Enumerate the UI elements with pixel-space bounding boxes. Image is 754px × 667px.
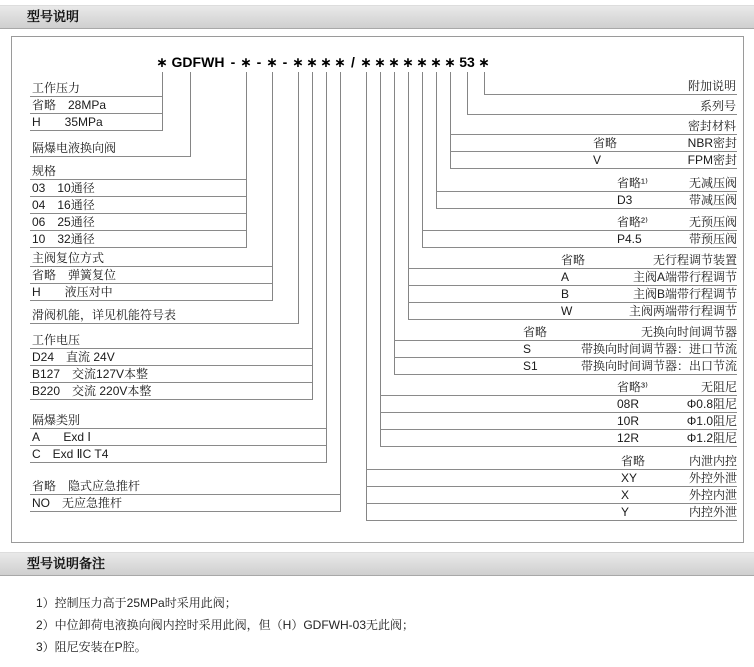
option-row [366,504,737,521]
right-group-seal-material [450,118,737,169]
option-row: 03 10通径 [30,180,246,197]
code-segment: ∗ [320,54,332,70]
option-code: 省略 [621,454,646,468]
code-segment-model-name: GDFWH [171,54,225,70]
connector-line [190,72,191,157]
group-title: 密封材料 [450,118,737,135]
right-group-damping [380,379,737,447]
option-desc: 主阀B端带行程调节 [632,287,737,301]
option-desc: Φ0.8阻尼 [686,397,737,411]
section-title: 型号说明 [27,9,80,24]
code-segment: - [256,54,262,70]
option-desc: 无预压阀 [688,215,737,229]
option-row [366,453,737,470]
option-row: NO 无应急推杆 [30,495,340,512]
option-row: B127 交流127V本整 [30,366,312,383]
option-desc: 带换向时间调节器：进口节流 [580,342,737,356]
right-group-series-number [467,98,737,115]
option-desc: 无行程调节装置 [652,253,737,267]
option-row [436,192,737,209]
code-segment-slash: / [351,54,355,70]
group-title: 工作电压 [30,332,312,349]
option-desc: 带预压阀 [688,232,737,246]
option-desc: Φ1.0阻尼 [686,414,737,428]
code-segment: ∗ [444,54,456,70]
left-group-voltage [30,332,312,400]
option-code: 省略³⁾ [617,380,648,394]
connector-line [272,72,273,301]
note-item: 2）中位卸荷电液换向阀内控时采用此阀，但（H）GDFWH-03无此阀； [36,618,415,632]
section-header-notes [0,552,754,576]
option-desc: FPM密封 [687,153,737,167]
option-row: H 液压对中 [30,284,272,301]
code-segment-series: 53 [459,54,475,70]
option-desc: 无阻尼 [700,380,737,394]
right-group-pilot-drain [366,453,737,521]
option-code: 08R [617,397,640,411]
option-desc: Φ1.2阻尼 [686,431,737,445]
option-desc: 无换向时间调节器 [640,325,737,339]
option-desc: 内泄内控 [688,454,737,468]
left-group-working-pressure [30,80,162,131]
left-group-valve-name [30,140,190,157]
group-title: 滑阀机能，详见机能符号表 [30,307,298,324]
option-row [394,341,737,358]
option-code: A [561,270,570,284]
connector-line [298,72,299,324]
option-row [408,286,737,303]
option-row [380,413,737,430]
group-title: 隔爆类别 [30,412,326,429]
code-segment: - [230,54,236,70]
connector-line [326,72,327,463]
notes-list [36,592,414,658]
option-desc: 无减压阀 [688,176,737,190]
option-code: 省略¹⁾ [617,176,648,190]
option-row: D24 直流 24V [30,349,312,366]
option-code: S1 [523,359,538,373]
option-row [450,152,737,169]
option-row [380,396,737,413]
left-group-reset-mode [30,250,272,301]
option-row [394,324,737,341]
option-row [436,175,737,192]
option-row [422,214,737,231]
code-segment: ∗ [292,54,304,70]
code-segment: ∗ [306,54,318,70]
section-header-model [0,5,754,29]
option-desc: 带减压阀 [688,193,737,207]
section-title: 型号说明备注 [27,556,106,571]
connector-line [312,72,313,400]
option-code: 省略 [593,136,618,150]
option-row: H 35MPa [30,114,162,131]
option-code: W [561,304,573,318]
code-segment: ∗ [388,54,400,70]
option-row [380,430,737,447]
right-group-time-adjust [394,324,737,375]
option-desc: 主阀两端带行程调节 [628,304,737,318]
left-group-explosion-class [30,412,326,463]
left-group-size [30,163,246,248]
group-title: 隔爆电液换向阀 [30,140,190,157]
option-row [422,231,737,248]
option-code: 省略 [561,253,586,267]
option-desc: 内控外泄 [688,505,737,519]
option-row: 省略 28MPa [30,97,162,114]
code-segment: ∗ [156,54,168,70]
connector-line [162,72,163,131]
option-row [408,269,737,286]
note-item: 3）阻尼安装在P腔。 [36,640,147,654]
code-segment: ∗ [478,54,490,70]
note-item: 1）控制压力高于25MPa时采用此阀； [36,596,237,610]
option-code: P4.5 [617,232,642,246]
option-row [394,358,737,375]
option-code: 10R [617,414,640,428]
option-desc: 带换向时间调节器：出口节流 [580,359,737,373]
code-segment: ∗ [402,54,414,70]
option-row: B220 交流 220V本整 [30,383,312,400]
option-desc: NBR密封 [687,136,737,150]
option-row [408,252,737,269]
code-segment: - [282,54,288,70]
option-code: B [561,287,570,301]
option-code: 12R [617,431,640,445]
option-row [408,303,737,320]
left-group-spool-function [30,307,298,324]
option-row [366,487,737,504]
option-desc: 外控外泄 [688,471,737,485]
option-code: XY [621,471,638,485]
group-title: 系列号 [467,98,737,115]
group-title: 主阀复位方式 [30,250,272,267]
option-row [450,135,737,152]
connector-line [340,72,341,512]
option-code: Y [621,505,630,519]
code-segment: ∗ [266,54,278,70]
option-row: C Exd ⅡC T4 [30,446,326,463]
connector-line [246,72,247,248]
option-desc: 主阀A端带行程调节 [632,270,737,284]
group-title: 附加说明 [484,78,737,95]
option-row: A Exd Ⅰ [30,429,326,446]
option-desc: 外控内泄 [688,488,737,502]
option-row: 省略 隐式应急推杆 [30,478,340,495]
left-group-push-rod [30,478,340,512]
option-row [380,379,737,396]
option-code: D3 [617,193,633,207]
code-segment: ∗ [416,54,428,70]
option-row: 06 25通径 [30,214,246,231]
option-row: 10 32通径 [30,231,246,248]
option-row [366,470,737,487]
option-row: 省略 弹簧复位 [30,267,272,284]
code-segment: ∗ [360,54,372,70]
option-code: X [621,488,630,502]
right-group-stroke-adjust [408,252,737,320]
option-code: 省略²⁾ [617,215,648,229]
right-group-reducing-valve [436,175,737,209]
option-row: 04 16通径 [30,197,246,214]
right-group-additional-note [484,78,737,95]
group-title: 工作压力 [30,80,162,97]
code-segment: ∗ [334,54,346,70]
group-title: 规格 [30,163,246,180]
code-segment: ∗ [430,54,442,70]
option-code: 省略 [523,325,548,339]
code-segment: ∗ [240,54,252,70]
right-group-preload-valve [422,214,737,248]
code-segment: ∗ [374,54,386,70]
option-code: V [593,153,602,167]
option-code: S [523,342,532,356]
